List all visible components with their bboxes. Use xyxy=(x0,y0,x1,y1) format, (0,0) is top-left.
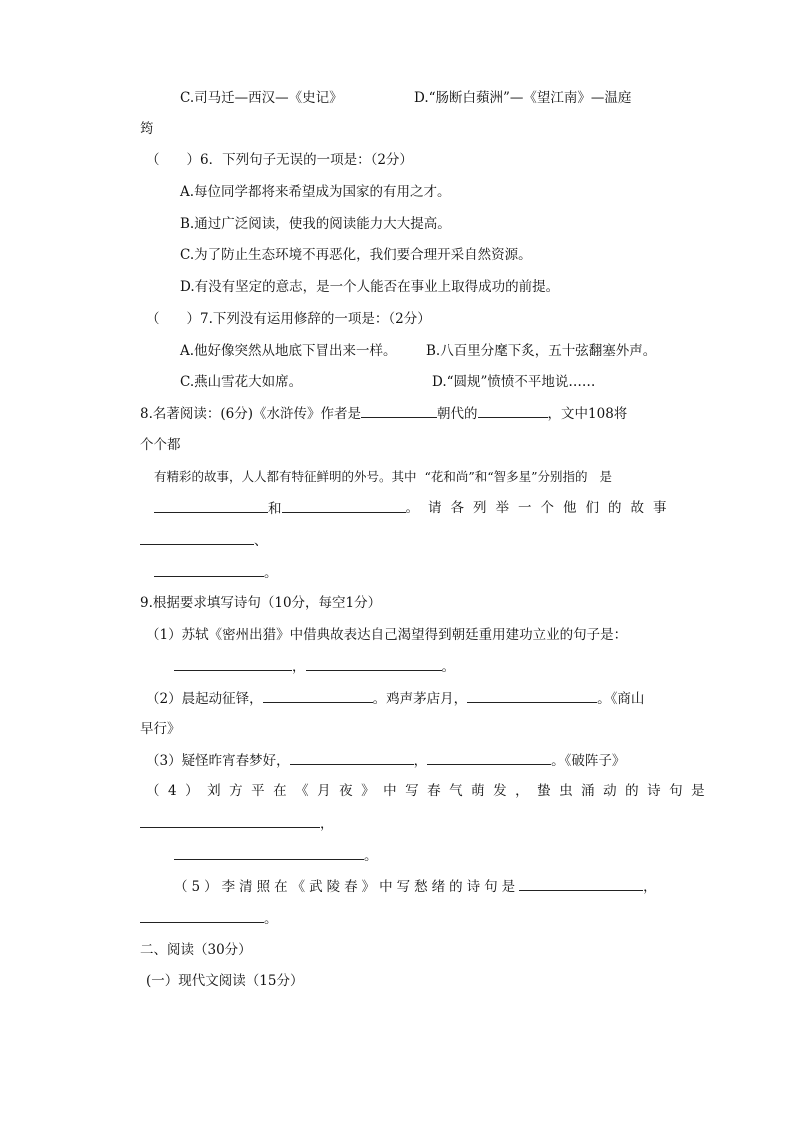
q7-option-b: B.八百里分麾下炙，五十弦翻塞外声。 xyxy=(426,343,657,359)
q8-line-5 xyxy=(140,530,268,551)
q9-s5-period: 。 xyxy=(264,911,278,927)
q8-and: 和 xyxy=(268,501,282,517)
q6-stem: （ ）6．下列句子无误的一项是：（2分） xyxy=(146,152,413,168)
q8-line-3c: 是 xyxy=(599,469,612,484)
q8-author-blank[interactable] xyxy=(361,403,437,418)
q8-story-blank-2[interactable] xyxy=(154,562,264,577)
q8-line-2: 个个都 xyxy=(140,437,181,453)
q9-s2-a: （2）晨起动征铎， xyxy=(146,691,263,707)
q8-separator: 、 xyxy=(254,533,268,549)
q9-title: 9.根据要求填写诗句（10分，每空1分） xyxy=(140,595,382,611)
q9-s5-comma: ， xyxy=(643,879,657,895)
q8-story-blank-1[interactable] xyxy=(140,530,254,545)
q9-s5-text: （5）李清照在《武陵春》中写愁绪的诗句是 xyxy=(174,879,520,895)
q7-option-d: D.“圆规”愤愤不平地说…… xyxy=(432,374,596,390)
q9-s2-blank-2[interactable] xyxy=(467,688,597,703)
q8-line-6 xyxy=(154,562,278,583)
q9-s3-a: （3）疑怪昨宵春梦好， xyxy=(146,753,290,769)
q9-s1-comma: ， xyxy=(292,659,306,675)
q8-line-3b: “花和尚”和“智多星”分别指的 xyxy=(424,469,588,484)
q9-s5 xyxy=(174,876,657,897)
q9-s2 xyxy=(146,688,644,709)
q9-s4: （4）刘方平在《月夜》中写春气萌发，蛰虫涌动的诗句是 xyxy=(146,783,714,799)
q9-s1-period: 。 xyxy=(441,659,455,675)
q9-s1: （1）苏轼《密州出猎》中借典故表达自己渴望得到朝廷重用建功立业的句子是： xyxy=(146,627,628,643)
q8-line-6-end: 。 xyxy=(264,565,278,581)
q9-s5-blank-2[interactable] xyxy=(140,908,264,923)
q9-s4-blank-1[interactable] xyxy=(140,813,320,828)
q6-option-c: C.为了防止生态环境不再恶化，我们要合理开采自然资源。 xyxy=(180,247,532,263)
q8-line-4 xyxy=(154,498,676,519)
q6-option-d: D.有没有坚定的意志，是一个人能否在事业上取得成功的前提。 xyxy=(180,279,560,295)
q8-name-blank-1[interactable] xyxy=(154,498,268,513)
q9-s5-blank-1[interactable] xyxy=(519,876,643,891)
q6-option-a: A.每位同学都将来希望成为国家的有用之才。 xyxy=(180,184,451,200)
q7-option-c: C.燕山雪花大如席。 xyxy=(180,374,303,390)
q9-s2-continued: 早行》 xyxy=(140,721,181,737)
q8-line-3a: 有精彩的故事，人人都有特征鲜明的外号。其中 xyxy=(154,469,417,484)
q8-text-c: ，文中108将 xyxy=(547,406,628,422)
q9-s5-answer xyxy=(140,908,278,929)
q8-line-1 xyxy=(140,403,627,424)
q9-s4-blank-2[interactable] xyxy=(174,845,364,860)
q9-s1-blank-2[interactable] xyxy=(306,656,442,671)
q9-s2-c: 。《商山 xyxy=(597,691,645,707)
q8-text-b: 朝代的 xyxy=(437,406,478,422)
q8-name-blank-2[interactable] xyxy=(282,498,406,513)
section-2-sub-1: (一）现代文阅读（15分） xyxy=(146,973,304,989)
q5-option-c: C.司马迁—西汉—《史记》 xyxy=(180,90,343,106)
q5-option-d-continued: 筠 xyxy=(140,121,154,137)
q5-option-d: D.“肠断白蘋洲”—《望江南》—温庭 xyxy=(414,90,632,106)
q8-dynasty-blank[interactable] xyxy=(478,403,548,418)
q9-s4-period: 。 xyxy=(364,848,378,864)
q9-s2-b: 。鸡声茅店月， xyxy=(372,691,468,707)
q9-s3-c: 。《破阵子》 xyxy=(551,753,626,769)
q9-s4-answer-1 xyxy=(140,813,334,834)
q9-s1-answer xyxy=(174,656,455,677)
section-2-title: 二、阅读（30分） xyxy=(140,942,252,958)
q7-option-a: A.他好像突然从地底下冒出来一样。 xyxy=(180,343,397,359)
q9-s4-answer-2 xyxy=(174,845,378,866)
q8-line-3 xyxy=(154,467,612,487)
q9-s3-blank-1[interactable] xyxy=(290,750,414,765)
q9-s3-blank-2[interactable] xyxy=(427,750,551,765)
q9-s1-blank-1[interactable] xyxy=(174,656,292,671)
q9-s3 xyxy=(146,750,625,771)
q6-option-b: B.通过广泛阅读，使我的阅读能力大大提高。 xyxy=(180,216,451,232)
q9-s2-blank-1[interactable] xyxy=(263,688,373,703)
q7-stem: （ ）7.下列没有运用修辞的一项是：（2分） xyxy=(146,311,431,327)
q8-line-4-text: 。请各列举一个他们的故事 xyxy=(405,500,676,516)
q8-text-a: 8.名著阅读：(6分)《水浒传》作者是 xyxy=(140,406,362,422)
q9-s3-comma: ， xyxy=(413,753,428,769)
q9-s4-comma: ， xyxy=(320,816,334,832)
